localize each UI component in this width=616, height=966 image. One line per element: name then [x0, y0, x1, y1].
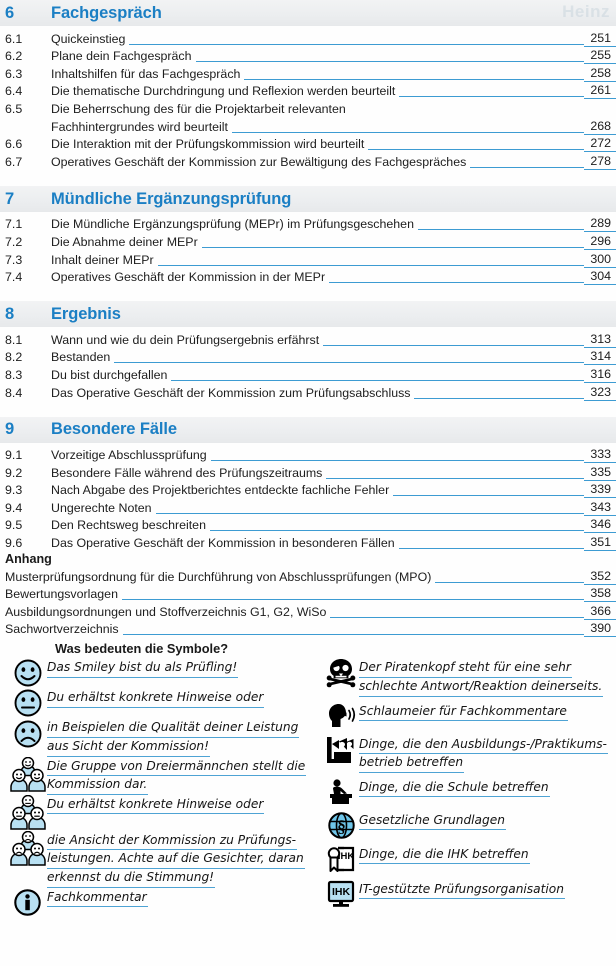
- toc-leader: [202, 234, 584, 248]
- toc-section-number: 7.4: [5, 270, 23, 285]
- legend-item: [0, 718, 313, 756]
- toc-leader: [122, 586, 584, 600]
- toc-leader: [114, 349, 584, 363]
- toc-leader: [244, 66, 584, 80]
- paragraph-icon: [313, 811, 359, 840]
- legend-item: [313, 880, 616, 908]
- toc-page-number: 351: [584, 535, 616, 551]
- toc-section-number: 6.6: [5, 137, 23, 152]
- legend-line: Kommission dar.: [47, 776, 148, 795]
- legend-line: Das Smiley bist du als Prüfling!: [47, 659, 238, 678]
- toc-entry-label: Bewertungsvorlagen: [5, 587, 118, 602]
- toc-row[interactable]: [0, 82, 616, 100]
- toc-entry-label: Plane dein Fachgespräch: [51, 49, 192, 64]
- legend-line: in Beispielen die Qualität deiner Leistung: [47, 719, 299, 738]
- smiley-sad-icon: [0, 718, 47, 749]
- toc-row[interactable]: [0, 152, 616, 170]
- toc-row[interactable]: [0, 602, 616, 620]
- toc-leader: [330, 604, 584, 618]
- legend-item: [0, 888, 313, 917]
- toc-list-6: [0, 26, 616, 170]
- legend-item: [313, 658, 616, 696]
- legend-item: [0, 795, 313, 831]
- ihk-monitor-icon: [313, 880, 359, 908]
- pirate-skull-icon: [313, 658, 359, 688]
- toc-list-anhang: [0, 567, 616, 637]
- toc-leader: [418, 216, 584, 230]
- toc-leader: [123, 621, 584, 635]
- toc-leader: [323, 332, 584, 346]
- spacer: [0, 285, 616, 301]
- smiley-happy-icon: [0, 658, 47, 688]
- toc-entry-label: Sachwortverzeichnis: [5, 622, 119, 637]
- toc-page-number: 278: [584, 154, 616, 170]
- chapter-title: Fachgespräch: [51, 3, 162, 22]
- legend-line: Dinge, die die Schule betreffen: [359, 779, 550, 798]
- toc-page-number: 323: [584, 385, 616, 401]
- toc-section-number: 8.4: [5, 385, 23, 400]
- toc-page-number: 289: [584, 216, 616, 232]
- legend-text: [47, 795, 264, 815]
- ihk-seal-icon: [313, 845, 359, 875]
- legend-text: [47, 658, 238, 678]
- chapter-number: 6: [5, 3, 15, 22]
- symbol-legend: [0, 641, 616, 916]
- toc-section-number: 9.1: [5, 448, 23, 463]
- legend-text: [359, 735, 608, 773]
- legend-line: Der Piratenkopf steht für eine sehr: [359, 659, 572, 678]
- toc-section-number: 9.5: [5, 518, 23, 533]
- toc-entry-label: Das Operative Geschäft der Kommission zum Prüfungsabschluss: [51, 385, 411, 400]
- toc-row[interactable]: [0, 250, 616, 268]
- toc-entry-label: Besondere Fälle während des Prüfungszeitraums: [51, 465, 323, 480]
- toc-row[interactable]: [0, 99, 616, 117]
- toc-page-number: 296: [584, 234, 616, 250]
- legend-line: Du erhältst konkrete Hinweise oder: [47, 796, 264, 815]
- toc-entry-label: Wann und wie du dein Prüfungsergebnis erfährst: [51, 332, 320, 347]
- legend-text: [47, 718, 299, 756]
- toc-leader: [211, 447, 584, 461]
- legend-text: [47, 688, 264, 708]
- toc-entry-label: Bestanden: [51, 350, 111, 365]
- chapter-title: Mündliche Ergänzungsprüfung: [51, 189, 292, 208]
- chapter-header-8: [0, 301, 616, 327]
- group-neutral-icon: [0, 795, 47, 831]
- toc-entry-label: Das Operative Geschäft der Kommission in besonderen Fällen: [51, 536, 395, 551]
- info-icon: [0, 888, 47, 917]
- toc-section-number: 8.1: [5, 332, 23, 347]
- toc-entry-label: Musterprüfungsordnung für die Durchführung von Abschlussprüfungen (MPO): [5, 569, 432, 584]
- toc-row[interactable]: [0, 620, 616, 638]
- toc-row[interactable]: [0, 585, 616, 603]
- toc-section-number: 9.6: [5, 536, 23, 551]
- toc-page-number: 272: [584, 136, 616, 152]
- toc-row[interactable]: [0, 498, 616, 516]
- toc-leader: [232, 119, 584, 133]
- toc-page-number: 366: [584, 604, 616, 620]
- legend-text: [359, 811, 506, 831]
- chapter-header-6: [0, 0, 616, 26]
- toc-row[interactable]: [0, 135, 616, 153]
- legend-item: [0, 658, 313, 688]
- chapter-number: 9: [5, 420, 15, 439]
- toc-page-number: 251: [584, 31, 616, 47]
- toc-entry-label: Operatives Geschäft der Kommission in der MEPr: [51, 270, 326, 285]
- toc-section-number: 8.3: [5, 367, 23, 382]
- legend-item: [313, 778, 616, 806]
- toc-page-number: 343: [584, 500, 616, 516]
- toc-page-number: 346: [584, 517, 616, 533]
- group-sad-icon: [0, 831, 47, 867]
- toc-row[interactable]: [0, 64, 616, 82]
- legend-line: schlechte Antwort/Reaktion deinerseits.: [359, 678, 603, 697]
- toc-leader: [326, 465, 584, 479]
- toc-section-number: 7.1: [5, 217, 23, 232]
- legend-line: Die Gruppe von Dreiermännchen stellt die: [47, 758, 306, 777]
- legend-text: [47, 888, 148, 908]
- toc-leader: [129, 31, 584, 45]
- svg-text:IHK: IHK: [331, 885, 351, 898]
- legend-text: [47, 757, 306, 795]
- legend-line: Gesetzliche Grundlagen: [359, 812, 506, 831]
- toc-section-number: 9.4: [5, 500, 23, 515]
- toc-section-number: 6.4: [5, 84, 23, 99]
- toc-entry-label: Inhalt deiner MEPr: [51, 252, 154, 267]
- toc-leader: [350, 102, 584, 115]
- toc-entry-label: Nach Abgabe des Projektberichtes entdeckte fachliche Fehler: [51, 483, 390, 498]
- toc-row[interactable]: [0, 232, 616, 250]
- toc-page-number: 333: [584, 447, 616, 463]
- legend-text: [359, 845, 530, 865]
- toc-row[interactable]: [0, 330, 616, 348]
- toc-row[interactable]: [0, 215, 616, 233]
- toc-section-number: 6.1: [5, 31, 23, 46]
- svg-text:IHK: IHK: [337, 850, 355, 862]
- group-happy-icon: [0, 757, 47, 793]
- toc-page-number: 258: [584, 66, 616, 82]
- toc-entry-label: Die Beherrschung des für die Projektarbeit relevanten: [51, 101, 346, 116]
- toc-entry-label: Ungerechte Noten: [51, 500, 152, 515]
- toc-page-number: 268: [584, 119, 616, 135]
- toc-row[interactable]: [0, 463, 616, 481]
- toc-section-number: 7.3: [5, 252, 23, 267]
- legend-line: Dinge, die die IHK betreffen: [359, 846, 530, 865]
- school-desk-icon: [313, 778, 359, 806]
- legend-line: Dinge, die den Ausbildungs-/Praktikums-: [359, 736, 608, 755]
- toc-page-number: 358: [584, 586, 616, 602]
- spacer: [0, 170, 616, 186]
- smiley-neutral-icon: [0, 688, 47, 718]
- toc-leader: [393, 482, 584, 496]
- chapter-number: 8: [5, 304, 15, 323]
- toc-section-number: 6.7: [5, 154, 23, 169]
- toc-section-number: 6.3: [5, 66, 23, 81]
- legend-item: [0, 688, 313, 718]
- toc-page-number: 300: [584, 252, 616, 268]
- toc-page-number: 316: [584, 367, 616, 383]
- toc-leader: [171, 367, 584, 381]
- toc-page-number: 335: [584, 465, 616, 481]
- svg-text:§: §: [336, 816, 346, 836]
- toc-entry-label: Operatives Geschäft der Kommission zur Bewältigung des Fachgespräches: [51, 154, 467, 169]
- toc-list-8: [0, 327, 616, 400]
- toc-row[interactable]: [0, 533, 616, 551]
- toc-page-number: 352: [584, 569, 616, 585]
- legend-item: [0, 757, 313, 795]
- toc-page-number: 314: [584, 349, 616, 365]
- legend-text: [359, 880, 565, 900]
- toc-row[interactable]: [0, 446, 616, 464]
- spacer: [0, 401, 616, 417]
- toc-row[interactable]: [0, 365, 616, 383]
- factory-icon: [313, 735, 359, 765]
- page-watermark: Heinz: [562, 2, 610, 21]
- toc-row[interactable]: [0, 268, 616, 286]
- toc-leader: [470, 154, 584, 168]
- legend-item: [313, 702, 616, 730]
- toc-page-number: 261: [584, 83, 616, 99]
- toc-row[interactable]: [0, 567, 616, 585]
- toc-entry-label: Quickeinstieg: [51, 31, 126, 46]
- toc-leader: [399, 83, 584, 97]
- legend-line: IT-gestützte Prüfungsorganisation: [359, 881, 565, 900]
- toc-entry-label: Inhaltshilfen für das Fachgespräch: [51, 66, 241, 81]
- legend-item: [313, 845, 616, 875]
- legend-item: [0, 831, 313, 888]
- toc-leader: [210, 517, 584, 531]
- legend-line: Fachkommentar: [47, 889, 148, 908]
- toc-entry-label: Den Rechtsweg beschreiten: [51, 518, 206, 533]
- toc-leader: [196, 48, 584, 62]
- legend-item: [313, 735, 616, 773]
- toc-row[interactable]: [0, 516, 616, 534]
- legend-line: erkennst du die Stimmung!: [47, 869, 215, 888]
- legend-line: Schlaumeier für Fachkommentare: [359, 703, 568, 722]
- toc-entry-label: Fachhintergrundes wird beurteilt: [51, 119, 229, 134]
- legend-text: [47, 831, 305, 888]
- toc-leader: [368, 136, 584, 150]
- chapter-title: Ergebnis: [51, 304, 121, 323]
- toc-leader: [156, 500, 584, 514]
- toc-leader: [435, 569, 584, 583]
- legend-item: [313, 811, 616, 840]
- legend-column-left: [0, 658, 313, 916]
- toc-row[interactable]: [0, 348, 616, 366]
- chapter-title: Besondere Fälle: [51, 420, 177, 439]
- legend-line: leistungen. Achte auf die Gesichter, daran: [47, 850, 305, 869]
- legend-column-right: [313, 658, 616, 916]
- toc-row[interactable]: [0, 383, 616, 401]
- toc-leader: [158, 252, 584, 266]
- toc-leader: [414, 385, 584, 399]
- toc-page-number: 313: [584, 332, 616, 348]
- toc-entry-label: Die Abnahme deiner MEPr: [51, 234, 198, 249]
- toc-section-number: 9.2: [5, 465, 23, 480]
- toc-list-9: [0, 443, 616, 552]
- toc-row[interactable]: [0, 47, 616, 65]
- toc-entry-label: Vorzeitige Abschlussprüfung: [51, 448, 207, 463]
- toc-leader: [399, 535, 584, 549]
- toc-entry-label: Die thematische Durchdringung und Reflexion werden beurteilt: [51, 84, 396, 99]
- toc-page-number: 255: [584, 48, 616, 64]
- legend-line: aus Sicht der Kommission!: [47, 738, 210, 757]
- toc-entry-label: Die Mündliche Ergänzungsprüfung (MEPr) im Prüfungsgeschehen: [51, 217, 414, 232]
- toc-section-number: 8.2: [5, 350, 23, 365]
- legend-text: [359, 658, 603, 696]
- legend-line: die Ansicht der Kommission zu Prüfungs-: [47, 832, 297, 851]
- legend-line: Du erhältst konkrete Hinweise oder: [47, 689, 264, 708]
- chapter-header-9: [0, 417, 616, 443]
- toc-entry-label: Die Interaktion mit der Prüfungskommission wird beurteilt: [51, 137, 365, 152]
- toc-entry-label: Ausbildungsordnungen und Stoffverzeichnis G1, G2, WiSo: [5, 604, 327, 619]
- toc-entry-label: Du bist durchgefallen: [51, 367, 168, 382]
- legend-heading: Was bedeuten die Symbole?: [55, 641, 229, 657]
- legend-text: [359, 778, 550, 798]
- toc-section-number: 9.3: [5, 483, 23, 498]
- toc-row[interactable]: [0, 117, 616, 135]
- toc-row[interactable]: [0, 481, 616, 499]
- legend-text: [359, 702, 568, 722]
- toc-page-number: 304: [584, 269, 616, 285]
- toc-section-number: 7.2: [5, 234, 23, 249]
- toc-section-number: 6.5: [5, 101, 23, 116]
- legend-line: betrieb betreffen: [359, 754, 464, 773]
- chapter-header-7: [0, 186, 616, 212]
- toc-row[interactable]: [0, 29, 616, 47]
- toc-list-7: [0, 212, 616, 285]
- anhang-heading: Anhang: [5, 552, 52, 567]
- talking-head-icon: [313, 702, 359, 730]
- toc-section-number: 6.2: [5, 49, 23, 64]
- toc-leader: [329, 269, 584, 283]
- chapter-number: 7: [5, 189, 15, 208]
- toc-page-number: 390: [584, 621, 616, 637]
- toc-page-number: 339: [584, 482, 616, 498]
